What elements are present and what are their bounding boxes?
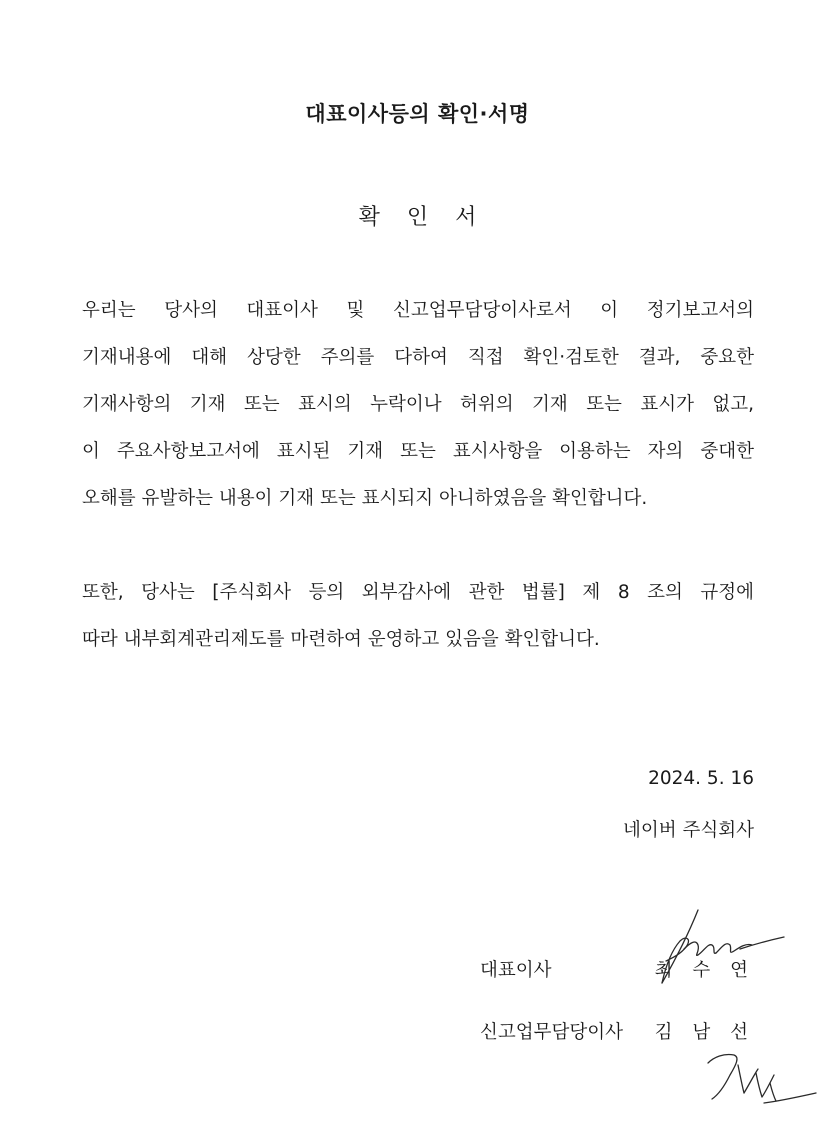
company-name: 네이버 주식회사 <box>623 820 754 841</box>
handwritten-signature-disclosure-officer <box>700 1035 820 1110</box>
signatory-name: 최 수 연 <box>654 960 755 981</box>
paragraph-line: 오해를 유발하는 내용이 기재 또는 표시되지 아니하였음을 확인합니다. <box>82 488 648 509</box>
document-title: 확 인 서 <box>358 205 487 230</box>
internal-control-paragraph <box>82 569 754 663</box>
page-heading: 대표이사등의 확인·서명 <box>305 102 530 126</box>
paragraph-line: 따라 내부회계관리제도를 마련하여 운영하고 있음을 확인합니다. <box>82 629 600 650</box>
signatory-role: 대표이사 <box>480 960 552 981</box>
paragraph-line: 이 주요사항보고서에 표시된 기재 또는 표시사항을 이용하는 자의 중대한 <box>82 441 754 462</box>
signatory-role: 신고업무담당이사 <box>480 1022 623 1043</box>
paragraph-line: 또한, 당사는 [주식회사 등의 외부감사에 관한 법률] 제 8 조의 규정에 <box>82 582 754 603</box>
confirmation-paragraph <box>82 287 754 522</box>
document-date: 2024. 5. 16 <box>648 768 754 789</box>
paragraph-line: 우리는 당사의 대표이사 및 신고업무담당이사로서 이 정기보고서의 <box>82 300 754 321</box>
paragraph-line: 기재내용에 대해 상당한 주의를 다하여 직접 확인·검토한 결과, 중요한 <box>82 347 754 368</box>
paragraph-line: 기재사항의 기재 또는 표시의 누락이나 허위의 기재 또는 표시가 없고, <box>82 394 754 415</box>
handwritten-signature-ceo <box>640 905 790 995</box>
signatory-name: 김 남 선 <box>654 1022 755 1043</box>
